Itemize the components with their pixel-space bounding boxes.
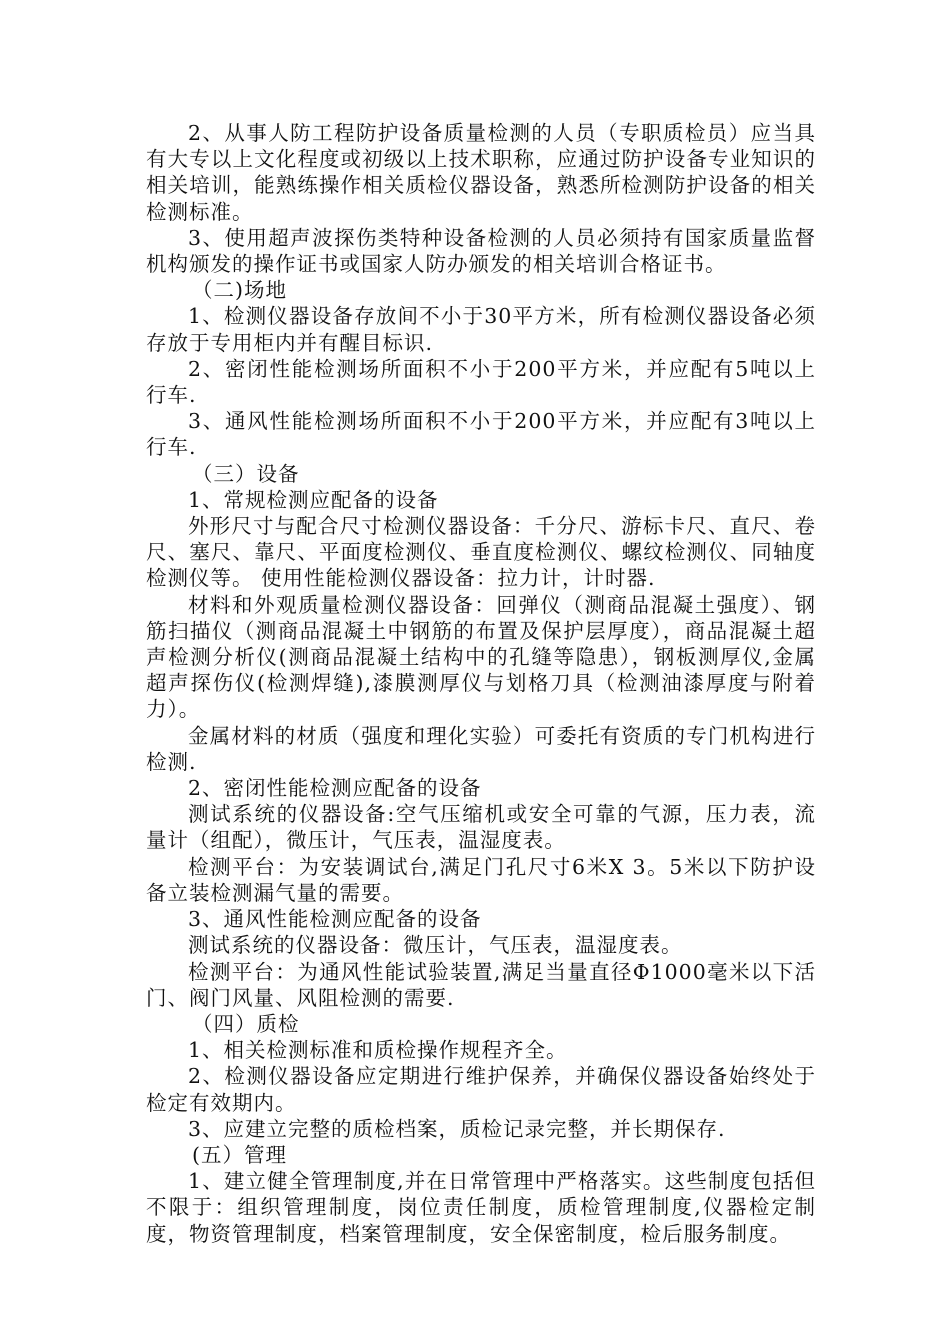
paragraph: 2、密闭性能检测应配备的设备 <box>188 776 482 801</box>
paragraph: 材料和外观质量检测仪器设备：回弹仪（测商品混凝土强度）、钢筋扫描仪（测商品混凝土中钢筋的布置及保护层厚度），商品混凝土超声检测分析仪(测商品混凝土结构中的孔缝等隐患），钢板测厚仪,金属超声探伤仪(检测焊缝),漆膜测厚仪与划格刀具（检测油漆厚度与附着力）。 <box>146 592 816 722</box>
paragraph: 3、应建立完整的质检档案，质检记录完整，并长期保存. <box>188 1116 726 1141</box>
document-body <box>146 120 816 1247</box>
paragraph: 外形尺寸与配合尺寸检测仪器设备：千分尺、游标卡尺、直尺、卷尺、塞尺、靠尺、平面度检测仪、垂直度检测仪、螺纹检测仪、同轴度检测仪等。 使用性能检测仪器设备：拉力计，计时器. <box>146 514 816 591</box>
paragraph: 1、常规检测应配备的设备 <box>188 487 439 512</box>
paragraph: 测试系统的仪器设备:空气压缩机或安全可靠的气源，压力表，流量计（组配），微压计，气压表，温湿度表。 <box>146 802 816 853</box>
paragraph: 1、检测仪器设备存放间不小于30平方米，所有检测仪器设备必须存放于专用柜内并有醒目标识. <box>146 304 816 355</box>
paragraph: 2、密闭性能检测场所面积不小于200平方米，并应配有5吨以上行车. <box>146 356 816 408</box>
paragraph: 2、检测仪器设备应定期进行维护保养，并确保仪器设备始终处于检定有效期内。 <box>146 1064 816 1115</box>
paragraph: 1、相关检测标准和质检操作规程齐全。 <box>188 1038 568 1063</box>
paragraph: 3、通风性能检测场所面积不小于200平方米，并应配有3吨以上行车. <box>146 409 816 460</box>
section-heading: （二)场地 <box>192 278 287 303</box>
paragraph: 金属材料的材质（强度和理化实验）可委托有资质的专门机构进行检测. <box>146 723 816 774</box>
section-heading: （三）设备 <box>192 461 300 486</box>
section-heading: （四）质检 <box>192 1011 300 1036</box>
paragraph: 3、通风性能检测应配备的设备 <box>188 907 482 932</box>
section-heading: (五）管理 <box>192 1142 287 1167</box>
paragraph: 检测平台：为安装调试台,满足门孔尺寸6米X 3。5米以下防护设备立装检测漏气量的需要。 <box>146 854 816 905</box>
paragraph: 3、使用超声波探伤类特种设备检测的人员必须持有国家质量监督机构颁发的操作证书或国家人防办颁发的相关培训合格证书。 <box>146 225 816 277</box>
paragraph: 2、从事人防工程防护设备质量检测的人员（专职质检员）应当具有大专以上文化程度或初级以上技术职称，应通过防护设备专业知识的相关培训，能熟练操作相关质检仪器设备，熟悉所检测防护设备的相关检测标准。 <box>146 121 816 224</box>
paragraph: 检测平台：为通风性能试验装置,满足当量直径Φ1000毫米以下活门、阀门风量、风阻检测的需要. <box>146 959 816 1010</box>
paragraph: 1、建立健全管理制度,并在日常管理中严格落实。这些制度包括但不限于：组织管理制度，岗位责任制度，质检管理制度,仪器检定制度，物资管理制度，档案管理制度，安全保密制度，检后服务制度。 <box>146 1169 816 1246</box>
paragraph: 测试系统的仪器设备：微压计，气压表，温湿度表。 <box>188 933 683 958</box>
